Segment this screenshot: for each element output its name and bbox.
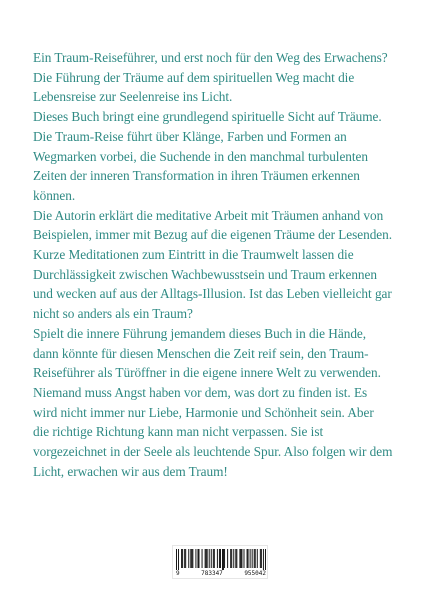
barcode-bar <box>248 549 249 568</box>
barcode-bar <box>261 549 262 568</box>
blurb-paragraph-2: Dieses Buch bringt eine grundlegend spirituelle Sicht auf Träume. Die Traum-Reise führt über Klänge, Farben und Formen an Wegmarken vorbei, die Suchende in den manchmal turbulenten Zeiten der inneren Transformation in ihren Träumen erkennen können. <box>33 109 382 203</box>
barcode-bar <box>182 549 183 568</box>
barcode-bar <box>184 549 185 568</box>
barcode-bar <box>207 549 208 568</box>
barcode-bar <box>231 549 232 568</box>
barcode-bar <box>235 549 236 568</box>
barcode-bar <box>247 549 248 568</box>
barcode-bar <box>217 549 218 568</box>
barcode-bar <box>211 549 212 568</box>
barcode-bar <box>195 549 196 568</box>
barcode-bar <box>181 549 182 568</box>
barcode-bars <box>176 549 266 570</box>
barcode-bar <box>236 549 237 568</box>
barcode-bar <box>240 549 241 568</box>
isbn-prefix: 9 <box>176 570 180 577</box>
barcode-bar <box>209 549 210 568</box>
barcode-bar <box>223 549 224 570</box>
barcode-bar <box>213 549 214 568</box>
barcode-bar <box>205 549 206 568</box>
barcode-bar <box>206 549 207 568</box>
barcode-bar <box>214 549 215 568</box>
barcode-bar <box>192 549 193 568</box>
barcode-bar <box>239 549 240 568</box>
isbn-number <box>176 570 266 578</box>
barcode-bar <box>250 549 251 568</box>
barcode-bar <box>252 549 253 568</box>
isbn-group-1: 783347 <box>201 570 223 577</box>
blurb-paragraph-4: Spielt die innere Führung jemandem dieses Buch in die Hände, dann könnte für diesen Menschen die Zeit reif sein, den Traum-Reiseführer als Türöffner in die eigene innere Welt zu verwenden. Niemand muss Angst haben vor dem, was dort zu finden ist. Es wird nicht immer nur Liebe, Harmonie und Schönheit sein. Aber die richtige Richtung kann man nicht verpassen. Sie ist vorgezeichnet in der Seele als leuchtende Spur. Also folgen wir dem Licht, erwachen wir aus dem Traum! <box>33 325 393 479</box>
barcode-bar <box>227 549 228 568</box>
barcode-bar <box>244 549 245 568</box>
barcode-bar <box>265 549 266 570</box>
barcode-bar <box>257 549 258 568</box>
barcode-bar <box>185 549 186 568</box>
barcode-bar <box>224 549 225 568</box>
barcode-bar <box>260 549 261 568</box>
barcode-bar <box>241 549 242 568</box>
barcode-bar <box>202 549 203 568</box>
isbn-barcode <box>172 545 268 579</box>
barcode-bar <box>197 549 198 568</box>
barcode-bar <box>190 549 191 568</box>
barcode-bar <box>233 549 234 568</box>
barcode-bar <box>176 549 177 570</box>
barcode-bar <box>220 549 221 568</box>
barcode-bar <box>219 549 220 568</box>
barcode-bar <box>254 549 255 568</box>
barcode-bar <box>230 549 231 568</box>
barcode-bar <box>222 549 223 570</box>
blurb-paragraph-3: Die Autorin erklärt die meditative Arbeit mit Träumen anhand von Beispielen, immer mit Bezug auf die eigenen Träume der Lesenden. Kurze Meditationen zum Eintritt in die Traumwelt lassen die Durchlässigkeit zwischen Wachbewusstsein und Traum erkennen und wecken auf aus der Alltags-Illusion. Ist das Leben vielleicht gar nicht so anders als ein Traum? <box>33 207 393 322</box>
blurb-paragraph-1: Ein Traum-Reiseführer, und erst noch für den Weg des Erwachens? Die Führung der Träume auf dem spirituellen Weg macht die Lebensreise zur Seelenreise ins Licht. <box>33 50 388 105</box>
blurb-text <box>33 48 393 481</box>
barcode-bar <box>263 549 264 570</box>
barcode-bar <box>199 549 200 568</box>
barcode-bar <box>191 549 192 568</box>
barcode-bar <box>178 549 179 570</box>
barcode-bar <box>255 549 256 568</box>
isbn-group-2: 955042 <box>244 570 266 577</box>
barcode-bar <box>188 549 189 568</box>
